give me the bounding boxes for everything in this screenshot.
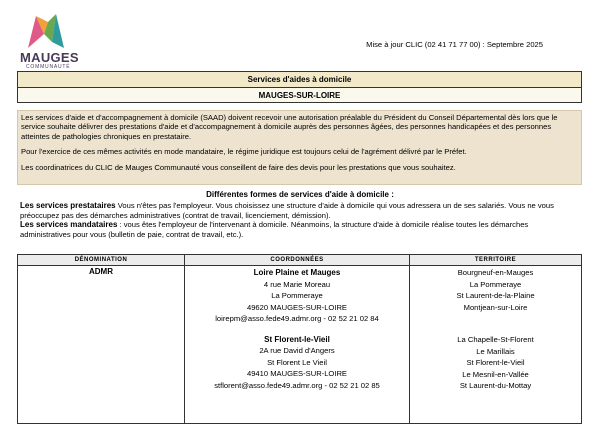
intro-panel bbox=[17, 110, 582, 185]
territory-cell bbox=[410, 266, 581, 424]
coordinates-cell bbox=[185, 266, 410, 424]
territory-item: Le Mesnil-en-Vallée bbox=[462, 369, 529, 379]
forms-description bbox=[20, 201, 580, 240]
territory-item: Montjean-sur-Loire bbox=[463, 302, 528, 312]
mandataires-text: : vous êtes l'employeur de l'intervenant à domicile. Néanmoins, la structure d'aide à domicile réalise toutes les démarches administratives pour vous (bulletin de paie, contrat de travail, etc.). bbox=[20, 220, 529, 240]
org-address: 2A rue David d'Angers bbox=[259, 346, 335, 355]
title-box bbox=[17, 71, 582, 103]
org-block bbox=[185, 334, 409, 392]
territory-item: St Laurent-de-la-Plaine bbox=[456, 291, 535, 300]
prestataires-paragraph bbox=[20, 201, 580, 220]
territory-item: La Chapelle-St-Florent bbox=[457, 335, 534, 344]
location-title: MAUGES-SUR-LOIRE bbox=[18, 87, 581, 102]
table-row bbox=[18, 266, 581, 424]
territory-group bbox=[410, 267, 581, 313]
org-block bbox=[185, 267, 409, 325]
denomination-cell: ADMR bbox=[18, 266, 185, 424]
org-address: St Florent Le Vieil bbox=[267, 357, 327, 367]
prestataires-label: Les services prestataires bbox=[20, 201, 116, 210]
logo-mark-icon bbox=[26, 12, 66, 50]
org-contact[interactable]: loirepm@asso.fede49.admr.org - 02 52 21 02 84 bbox=[215, 314, 379, 323]
territory-item: Bourgneuf-en-Mauges bbox=[457, 268, 534, 277]
table-header bbox=[18, 255, 581, 266]
territory-item: Le Marillais bbox=[476, 346, 515, 356]
mauges-logo bbox=[16, 12, 78, 70]
org-name: Loire Plaine et Mauges bbox=[253, 268, 341, 277]
intro-paragraph: Les services d'aide et d'accompagnement à domicile (SAAD) doivent recevoir une autorisation préalable du Président du Conseil Départemental dès lors que le service souhaite délivrer des prestations d'aide et d'accompagnement à domicile auprès des personnes âgées, des personnes handicapées et des personnes atteintes de pathologies chroniques en prestataire. bbox=[21, 113, 558, 141]
forms-heading: Différentes formes de services d'aide à domicile : bbox=[206, 190, 394, 199]
logo-wordmark: MAUGES bbox=[20, 50, 79, 65]
org-name: St Florent-le-Vieil bbox=[264, 334, 330, 344]
org-address: 49410 MAUGES-SUR-LOIRE bbox=[246, 369, 348, 378]
mandataires-label: Les services mandataires bbox=[20, 220, 118, 230]
org-address: 4 rue Marie Moreau bbox=[263, 279, 331, 289]
org-contact[interactable]: stflorent@asso.fede49.admr.org - 02 52 21 02 85 bbox=[214, 380, 380, 390]
org-address: 49620 MAUGES-SUR-LOIRE bbox=[246, 302, 348, 312]
territory-item: La Pommeraye bbox=[469, 279, 522, 289]
territory-item: St Laurent-du-Mottay bbox=[459, 381, 532, 390]
org-address: La Pommeraye bbox=[271, 291, 323, 300]
services-table bbox=[17, 254, 582, 424]
intro-paragraph: Les coordinatrices du CLIC de Mauges Communauté vous conseillent de faire des devis pour les prestations que vous souhaitez. bbox=[21, 162, 456, 172]
territory-item: St Florent-le-Vieil bbox=[466, 358, 525, 367]
logo-subtitle: COMMUNAUTÉ bbox=[26, 64, 71, 70]
prestataires-text: Vous n'êtes pas l'employeur. Vous choisissez une structure d'aide à domicile qui vous adressera un de ses salariés. Vous ne vous préoccupez pas des démarches administratives (contrat de travail, licenciement, démission). bbox=[20, 201, 554, 220]
column-header-coordonnees: COORDONNÉES bbox=[185, 255, 410, 265]
column-header-territoire: TERRITOIRE bbox=[474, 257, 517, 263]
page-title: Services d'aides à domicile bbox=[18, 72, 581, 87]
column-header-denomination: DÉNOMINATION bbox=[18, 255, 185, 265]
intro-paragraph: Pour l'exercice de ces mêmes activités en mode mandataire, le régime juridique est toujours celui de l'agrément délivré par le Préfet. bbox=[21, 147, 467, 157]
update-note: Mise à jour CLIC (02 41 71 77 00) : Septembre 2025 bbox=[366, 40, 543, 49]
territory-group bbox=[410, 334, 581, 392]
mandataires-paragraph bbox=[20, 220, 580, 239]
